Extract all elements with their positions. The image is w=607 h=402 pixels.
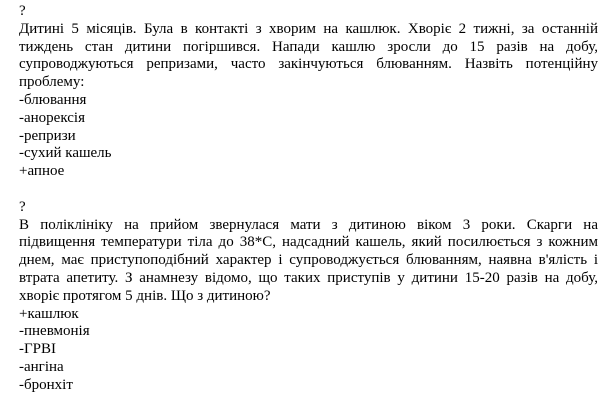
question-text-line: тиждень стан дитини погіршився. Напади кашлю зросли до 15 разів на добу,	[19, 38, 598, 55]
answer-option-correct: +кашлюк	[19, 305, 79, 322]
question-marker: ?	[19, 3, 26, 19]
question-marker: ?	[19, 198, 26, 215]
question-text-line: Дитині 5 місяців. Була в контакті з хворим на кашлюк. Хворіє 2 тижні, за останній	[19, 20, 598, 37]
question-text-line: хворіє протягом 5 днів. Що з дитиною?	[19, 287, 271, 304]
answer-option: -ангіна	[19, 358, 64, 375]
question-2	[19, 199, 598, 395]
question-text-line: днем, має приступоподібний характер і супроводжується блюванням, наявна в'ялість і	[19, 252, 598, 269]
answer-option: -репризи	[19, 127, 76, 144]
answer-option: -блювання	[19, 91, 87, 108]
answer-option: -анорексія	[19, 109, 85, 126]
question-text-line: проблему:	[19, 74, 85, 91]
answer-option: -бронхіт	[19, 376, 73, 393]
question-text-line: супроводжуються репризами, часто закінчуються блюванням. Назвіть потенційну	[19, 56, 598, 73]
question-1	[19, 3, 598, 181]
question-text-line: підвищення температури тіла до 38*С, надсадний кашель, який посилюється з кожним	[19, 234, 598, 251]
answer-option-correct: +апное	[19, 163, 65, 180]
question-text-line: В поліклініку на прийом звернулася мати з дитиною віком 3 роки. Скарги на	[19, 216, 598, 233]
blank-line	[19, 181, 598, 199]
question-text-line: втрата апетиту. З анамнезу відомо, що таких приступів у дитини 15-20 разів на добу,	[19, 269, 598, 286]
answer-option: -сухий кашель	[19, 145, 112, 162]
answer-option: -ГРВІ	[19, 341, 57, 358]
answer-option: -пневмонія	[19, 323, 90, 340]
document	[19, 3, 598, 395]
